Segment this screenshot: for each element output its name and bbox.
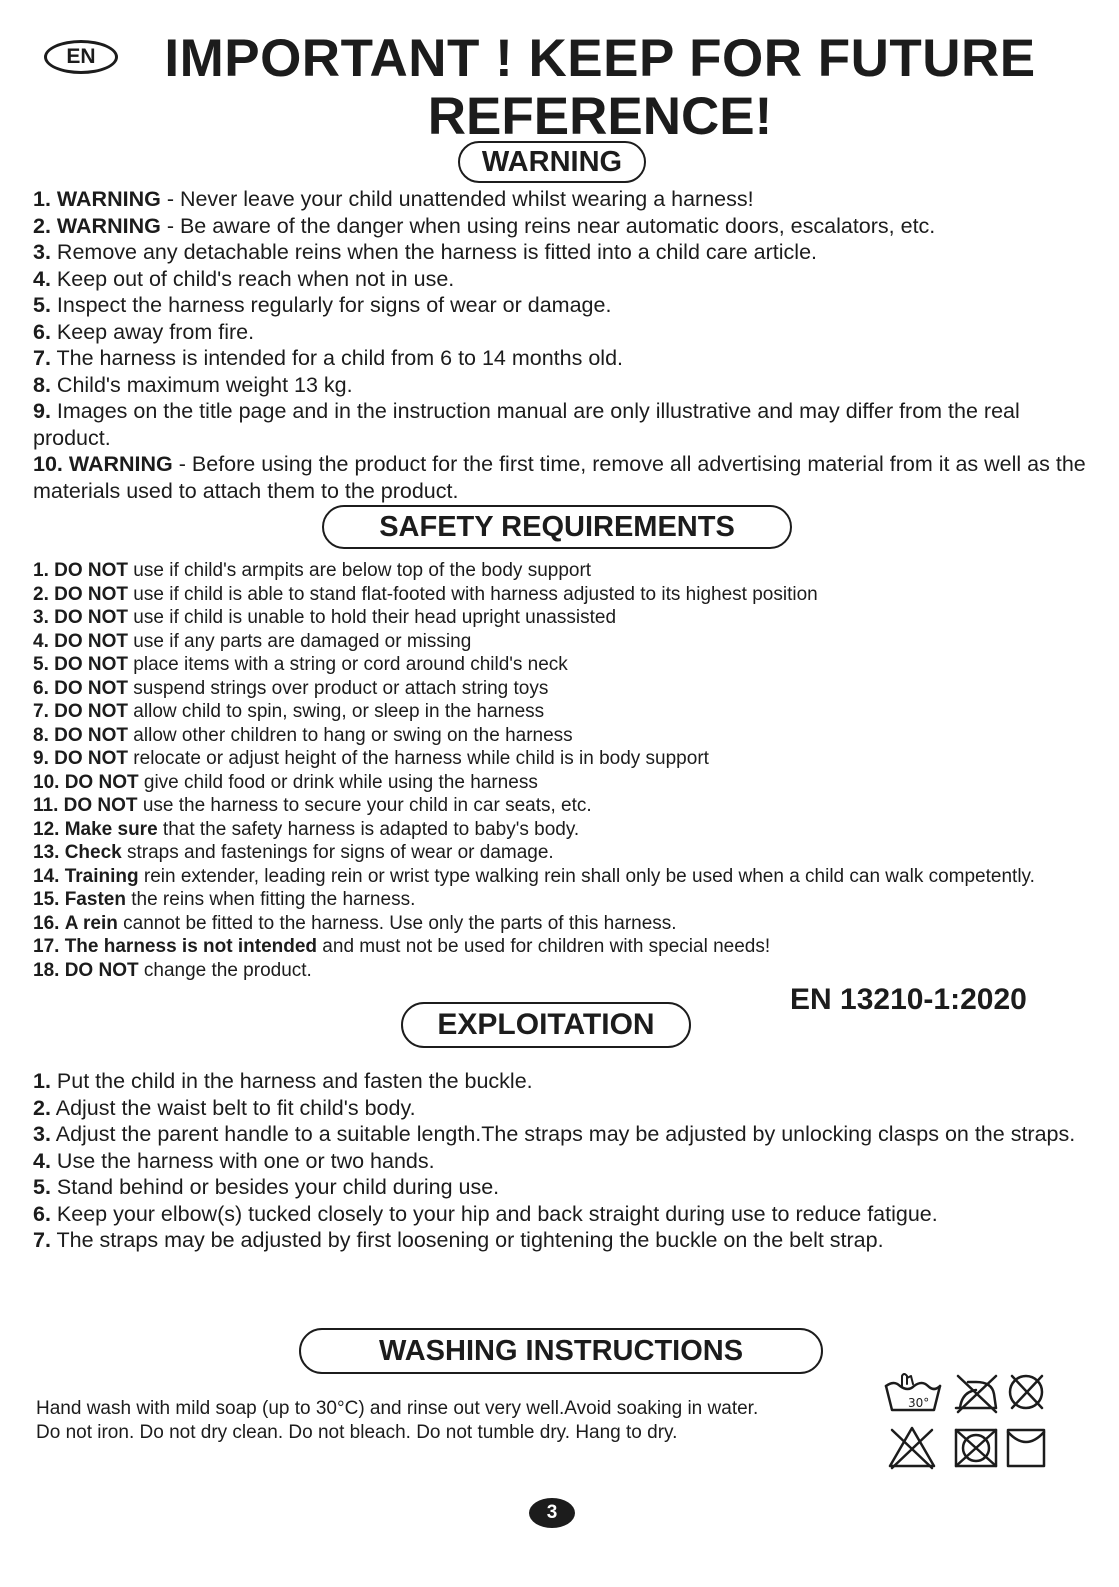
safety-item-text: suspend strings over product or attach string toys — [128, 677, 549, 699]
language-badge — [44, 40, 118, 74]
safety-item — [33, 583, 1093, 607]
exploitation-item — [33, 1121, 1093, 1148]
safety-item-number: 2. — [33, 583, 49, 605]
safety-item — [33, 818, 1093, 842]
warning-item-text: - Never leave your child unattended whilst wearing a harness! — [160, 187, 754, 211]
care-symbols — [880, 1368, 1060, 1478]
warning-item — [33, 292, 1093, 319]
safety-item-lead: The harness is not intended — [64, 936, 318, 957]
safety-item-number: 6. — [33, 677, 49, 699]
warning-item-lead: WARNING — [68, 452, 173, 476]
safety-item-lead: DO NOT — [54, 748, 129, 769]
exploitation-item — [33, 1227, 1093, 1254]
safety-item-text: that the safety harness is adapted to baby's body. — [157, 818, 580, 840]
safety-item-number: 5. — [33, 654, 49, 675]
standard-code: EN 13210-1:2020 — [790, 983, 1027, 1016]
warning-item-number: 9. — [33, 399, 51, 423]
hand-wash-30-icon — [886, 1374, 940, 1410]
warning-item — [33, 319, 1093, 346]
safety-item-text: straps and fastenings for signs of wear or damage. — [121, 842, 554, 863]
safety-item-number: 10. — [33, 771, 60, 793]
do-not-tumble-dry-icon — [956, 1430, 996, 1466]
safety-item — [33, 724, 1093, 748]
warning-item-number: 7. — [33, 346, 51, 370]
safety-item-text: cannot be fitted to the harness. Use only the parts of this harness. — [117, 912, 677, 934]
warning-item-text: The harness is intended for a child from 6 to 14 months old. — [56, 346, 624, 370]
safety-item — [33, 771, 1093, 795]
warning-list — [33, 186, 1093, 504]
warning-item-number: 3. — [33, 240, 51, 264]
safety-item-number: 17. — [33, 936, 60, 957]
safety-item — [33, 912, 1093, 936]
safety-item-text: allow child to spin, swing, or sleep in the harness — [128, 701, 545, 722]
safety-item-text: give child food or drink while using the harness — [138, 771, 538, 793]
do-not-iron-icon — [956, 1376, 996, 1412]
safety-item-lead: DO NOT — [54, 560, 129, 581]
warning-item — [33, 398, 1093, 451]
exploitation-item-number: 6. — [33, 1201, 51, 1226]
safety-item-text: use if child is able to stand flat-footed with harness adjusted to its highest position — [128, 583, 818, 605]
warning-item — [33, 213, 1093, 240]
safety-item — [33, 888, 1093, 912]
warning-item-lead: WARNING — [56, 187, 161, 211]
safety-item-lead: Training — [64, 865, 139, 887]
exploitation-item-text: Adjust the parent handle to a suitable length.The straps may be adjusted by unlocking clasps on the straps. — [55, 1122, 1076, 1146]
safety-item — [33, 935, 1093, 959]
safety-item-text: use if child is unable to hold their head upright unassisted — [128, 607, 617, 628]
warning-item-number: 10. — [33, 452, 63, 476]
safety-item-text: rein extender, leading rein or wrist type walking rein shall only be used when a child can walk competently. — [138, 865, 1035, 887]
exploitation-item-number: 2. — [33, 1095, 51, 1120]
safety-item-text: place items with a string or cord around child's neck — [128, 654, 568, 675]
exploitation-item-number: 3. — [33, 1122, 51, 1146]
warning-item — [33, 239, 1093, 266]
safety-item-number: 3. — [33, 607, 49, 628]
do-not-bleach-icon — [890, 1428, 934, 1468]
warning-item-text: Keep away from fire. — [56, 319, 255, 344]
warning-item-text: Keep out of child's reach when not in use. — [56, 266, 455, 291]
language-code: EN — [66, 45, 96, 68]
exploitation-list — [33, 1068, 1093, 1254]
safety-item-number: 7. — [33, 701, 49, 722]
washing-heading-text: WASHING INSTRUCTIONS — [378, 1334, 744, 1367]
safety-item-lead: Check — [64, 842, 122, 863]
exploitation-heading-text: EXPLOITATION — [437, 1008, 655, 1041]
safety-item-number: 11. — [33, 795, 59, 816]
washing-line-2: Do not iron. Do not dry clean. Do not bleach. Do not tumble dry. Hang to dry. — [36, 1422, 678, 1443]
warning-item-text: Images on the title page and in the instruction manual are only illustrative and may differ from the real product. — [33, 399, 1020, 450]
warning-item-number: 8. — [33, 372, 51, 397]
safety-list — [33, 559, 1093, 982]
safety-item-text: change the product. — [138, 959, 312, 981]
exploitation-item — [33, 1201, 1093, 1228]
safety-item-text: use if any parts are damaged or missing — [128, 630, 472, 652]
safety-item-number: 14. — [33, 865, 60, 887]
safety-item — [33, 700, 1093, 724]
warning-item-text: - Before using the product for the first time, remove all advertising material from it as well as the materials used to attach them to the product. — [33, 452, 1086, 503]
warning-item-number: 1. — [33, 187, 51, 211]
safety-item-number: 16. — [33, 912, 60, 934]
safety-item-lead: DO NOT — [54, 607, 129, 628]
exploitation-item — [33, 1068, 1093, 1095]
safety-item — [33, 865, 1093, 889]
washing-line-1: Hand wash with mild soap (up to 30°C) and rinse out very well.Avoid soaking in water. — [36, 1398, 759, 1419]
page-number: 3 — [529, 1498, 575, 1528]
warning-item-number: 6. — [33, 319, 51, 344]
exploitation-item-number: 4. — [33, 1148, 51, 1173]
safety-item-number: 15. — [33, 889, 60, 910]
safety-heading — [322, 505, 792, 549]
safety-item — [33, 747, 1093, 771]
safety-item-text: relocate or adjust height of the harness while child is in body support — [128, 748, 709, 769]
hand-wash-temp: 30° — [908, 1396, 930, 1410]
safety-item-number: 8. — [33, 724, 49, 746]
exploitation-item-text: Use the harness with one or two hands. — [56, 1148, 435, 1173]
exploitation-item-number: 7. — [33, 1228, 51, 1252]
safety-item-text: use the harness to secure your child in car seats, etc. — [137, 795, 592, 816]
safety-item-number: 13. — [33, 842, 60, 863]
safety-item-lead: DO NOT — [54, 701, 129, 722]
exploitation-item-text: Stand behind or besides your child during use. — [56, 1175, 500, 1199]
warning-item-text: - Be aware of the danger when using reins near automatic doors, escalators, etc. — [160, 213, 936, 238]
warning-item-lead: WARNING — [56, 213, 161, 238]
safety-item-lead: DO NOT — [54, 724, 129, 746]
do-not-dry-clean-icon — [1010, 1376, 1042, 1408]
warning-item-number: 2. — [33, 213, 51, 238]
warning-item-number: 4. — [33, 266, 51, 291]
washing-text — [36, 1397, 896, 1445]
exploitation-item-number: 1. — [33, 1069, 51, 1093]
safety-item-lead: DO NOT — [54, 654, 129, 675]
exploitation-item — [33, 1148, 1093, 1175]
safety-item-lead: A rein — [64, 912, 118, 934]
safety-item-text: allow other children to hang or swing on the harness — [128, 724, 573, 746]
exploitation-heading — [401, 1002, 691, 1048]
warning-item — [33, 372, 1093, 399]
safety-item — [33, 841, 1093, 865]
safety-item-lead: Make sure — [64, 818, 158, 840]
safety-item — [33, 559, 1093, 583]
warning-item — [33, 186, 1093, 213]
warning-heading-text: WARNING — [481, 145, 623, 178]
safety-item-number: 18. — [33, 959, 60, 981]
exploitation-item-number: 5. — [33, 1175, 51, 1199]
warning-item-number: 5. — [33, 293, 51, 317]
safety-item — [33, 630, 1093, 654]
page-title-line1: IMPORTANT ! KEEP FOR FUTURE — [164, 29, 1036, 88]
exploitation-item-text: Keep your elbow(s) tucked closely to your hip and back straight during use to reduce fatigue. — [56, 1201, 938, 1226]
safety-item-lead: DO NOT — [64, 959, 139, 981]
warning-item-text: Child's maximum weight 13 kg. — [56, 372, 353, 397]
safety-item-number: 9. — [33, 748, 49, 769]
safety-item-number: 4. — [33, 630, 49, 652]
exploitation-item — [33, 1174, 1093, 1201]
safety-item-lead: DO NOT — [63, 795, 138, 816]
warning-item — [33, 266, 1093, 293]
safety-item-lead: DO NOT — [54, 630, 129, 652]
safety-item-text: the reins when fitting the harness. — [125, 889, 416, 910]
safety-item — [33, 959, 1093, 983]
warning-item-text: Remove any detachable reins when the harness is fitted into a child care article. — [56, 240, 818, 264]
exploitation-item-text: The straps may be adjusted by first loosening or tightening the buckle on the belt strap. — [56, 1228, 884, 1252]
safety-item-lead: DO NOT — [54, 677, 129, 699]
safety-item-text: use if child's armpits are below top of the body support — [128, 560, 592, 581]
exploitation-item — [33, 1095, 1093, 1122]
washing-heading — [299, 1328, 823, 1374]
warning-item-text: Inspect the harness regularly for signs of wear or damage. — [56, 293, 612, 317]
page-title-line2: REFERENCE! — [427, 87, 773, 146]
safety-item-number: 1. — [33, 560, 49, 581]
safety-item — [33, 677, 1093, 701]
warning-item — [33, 345, 1093, 372]
safety-item-lead: Fasten — [64, 889, 126, 910]
safety-item-number: 12. — [33, 818, 60, 840]
exploitation-item-text: Adjust the waist belt to fit child's body. — [55, 1095, 416, 1120]
safety-item — [33, 606, 1093, 630]
warning-item — [33, 451, 1093, 504]
safety-item-lead: DO NOT — [64, 771, 139, 793]
safety-item-text: and must not be used for children with special needs! — [317, 936, 771, 957]
safety-item — [33, 794, 1093, 818]
safety-item — [33, 653, 1093, 677]
warning-heading — [458, 141, 646, 183]
safety-item-lead: DO NOT — [54, 583, 129, 605]
hang-to-dry-icon — [1008, 1430, 1044, 1466]
exploitation-item-text: Put the child in the harness and fasten the buckle. — [56, 1069, 533, 1093]
safety-heading-text: SAFETY REQUIREMENTS — [379, 510, 735, 543]
